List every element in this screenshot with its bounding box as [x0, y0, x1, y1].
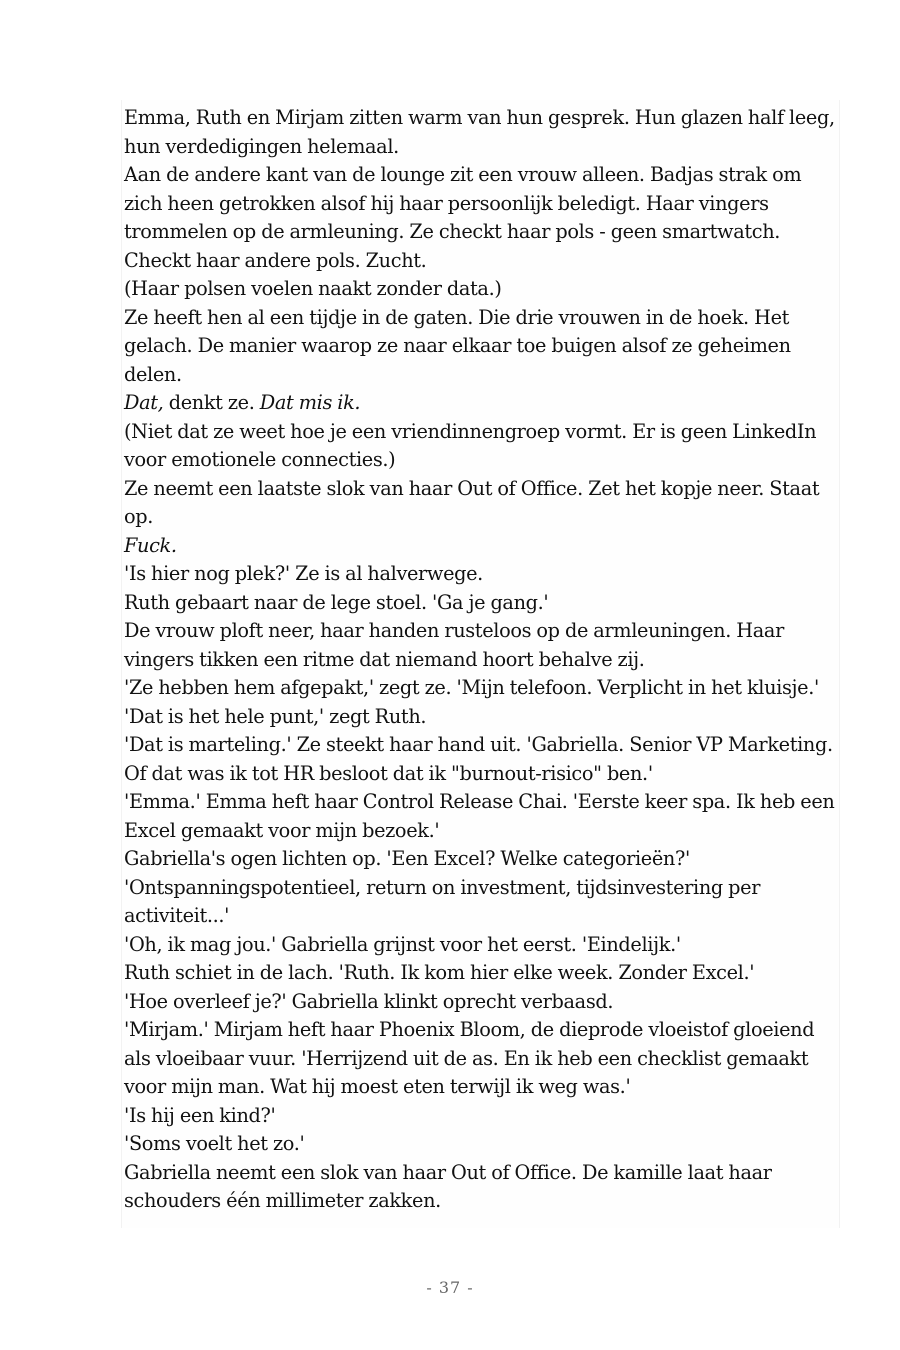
paragraph	[124, 1130, 839, 1159]
paragraph	[124, 988, 839, 1017]
text-segment: Ruth gebaart naar de lege stoel. 'Ga je gang.'	[124, 590, 549, 614]
paragraph	[124, 874, 839, 931]
text-segment: denkt ze.	[163, 391, 260, 414]
text-segment: (Haar polsen voelen naakt zonder data.)	[124, 277, 502, 300]
paragraph	[124, 674, 839, 703]
paragraph	[124, 475, 839, 532]
italic-text: Dat,	[124, 391, 164, 414]
paragraph	[124, 1016, 839, 1102]
text-segment: Emma, Ruth en Mirjam zitten warm van hun gesprek. Hun glazen half leeg, hun verdedigingen helemaal.	[124, 106, 835, 158]
text-segment: 'Ontspanningspotentieel, return on investment, tijdsinvestering per activiteit...'	[124, 875, 761, 927]
paragraph	[124, 304, 839, 390]
text-segment: 'Is hier nog plek?' Ze is al halverwege.	[124, 562, 483, 585]
paragraph	[124, 845, 839, 874]
italic-text: Dat mis ik.	[259, 391, 361, 414]
text-segment: Gabriella neemt een slok van haar Out of Office. De kamille laat haar schouders één millimeter zakken.	[124, 1160, 772, 1212]
text-segment: 'Ze hebben hem afgepakt,' zegt ze. 'Mijn telefoon. Verplicht in het kluisje.'	[124, 676, 819, 699]
paragraph	[124, 589, 839, 618]
text-segment: 'Oh, ik mag jou.' Gabriella grijnst voor het eerst. 'Eindelijk.'	[124, 932, 681, 956]
text-segment: 'Is hij een kind?'	[124, 1103, 276, 1127]
paragraph	[124, 275, 839, 304]
text-segment: Ze neemt een laatste slok van haar Out of Office. Zet het kopje neer. Staat op.	[124, 476, 820, 528]
body-text	[121, 100, 840, 1228]
paragraph	[124, 959, 839, 988]
paragraph	[124, 731, 839, 788]
paragraph	[124, 104, 839, 161]
paragraph	[124, 418, 839, 475]
text-segment: De vrouw ploft neer, haar handen rusteloos op de armleuningen. Haar vingers tikken een ritme dat niemand hoort behalve zij.	[124, 619, 784, 671]
text-segment: 'Hoe overleef je?' Gabriella klinkt oprecht verbaasd.	[124, 989, 614, 1013]
paragraph	[124, 532, 839, 561]
text-segment: 'Mirjam.' Mirjam heft haar Phoenix Bloom, de dieprode vloeistof gloeiend als vloeibaar vuur. 'Herrijzend uit de as. En ik heb een checklist gemaakt voor mijn man. Wat hij moest eten terwijl ik weg was.'	[124, 1018, 815, 1098]
page-number: - 37 -	[426, 1278, 474, 1297]
paragraph	[124, 617, 839, 674]
text-segment: 'Emma.' Emma heft haar Control Release Chai. 'Eerste keer spa. Ik heb een Excel gemaakt voor mijn bezoek.'	[124, 790, 835, 842]
paragraph	[124, 161, 839, 275]
paragraph	[124, 1102, 839, 1131]
paragraph	[124, 931, 839, 960]
italic-text: Fuck.	[124, 533, 177, 557]
text-segment: Gabriella's ogen lichten op. 'Een Excel? Welke categorieën?'	[124, 847, 690, 870]
text-segment: Ruth schiet in de lach. 'Ruth. Ik kom hier elke week. Zonder Excel.'	[124, 961, 755, 984]
text-segment: 'Dat is het hele punt,' zegt Ruth.	[124, 704, 427, 728]
paragraph	[124, 560, 839, 589]
paragraph	[124, 788, 839, 845]
text-segment: (Niet dat ze weet hoe je een vriendinnengroep vormt. Er is geen LinkedIn voor emotionele connecties.)	[124, 419, 817, 471]
text-segment: 'Dat is marteling.' Ze steekt haar hand uit. 'Gabriella. Senior VP Marketing. Of dat was ik tot HR besloot dat ik "burnout-risico" ben.'	[124, 733, 833, 785]
paragraph	[124, 703, 839, 732]
paragraph	[124, 1159, 839, 1216]
text-segment: 'Soms voelt het zo.'	[124, 1132, 305, 1155]
paragraph	[124, 389, 839, 418]
text-segment: Aan de andere kant van de lounge zit een vrouw alleen. Badjas strak om zich heen getrokken alsof hij haar persoonlijk beledigt. Haar vingers trommelen op de armleuning. Ze checkt haar pols - geen smartwatch. Checkt haar andere pols. Zucht.	[124, 163, 802, 272]
text-segment: Ze heeft hen al een tijdje in de gaten. Die drie vrouwen in de hoek. Het gelach. De manier waarop ze naar elkaar toe buigen alsof ze geheimen delen.	[124, 305, 791, 386]
